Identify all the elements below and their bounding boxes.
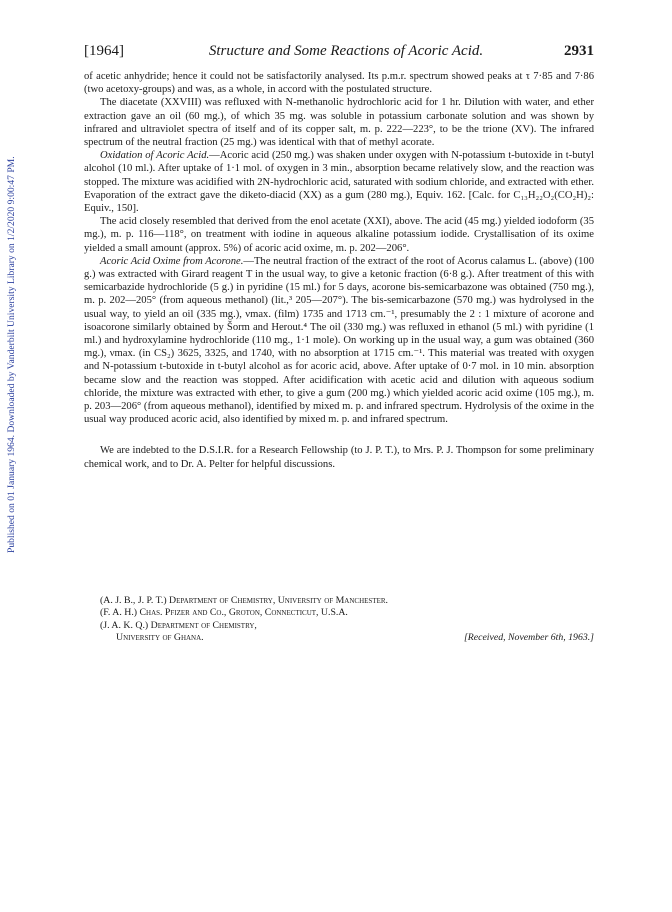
running-header <box>84 43 594 65</box>
paragraph-oxime <box>84 255 594 427</box>
header-year: [1964] <box>84 43 124 59</box>
address-manchester: (A. J. B., J. P. T.) Department of Chemistry, University of Manchester. <box>100 595 388 606</box>
oxime-heading: Acoric Acid Oxime from Acorone. <box>100 255 244 267</box>
paragraph-continuation: of acetic anhydride; hence it could not be satisfactorily analysed. Its p.m.r. spectrum showed peaks at τ 7·85 and 7·86 (two acetoxy-groups) and was, as a whole, in accord with the postulated structure. <box>84 71 594 96</box>
download-watermark: Published on 01 January 1964. Downloaded by Vanderbilt University Library on 1/2/2020 9:00:47 PM. <box>6 156 17 554</box>
author-addresses <box>100 595 594 644</box>
paragraph-iodoform: The acid closely resembled that derived from the enol acetate (XXI), above. The acid (45 mg.) yielded iodoform (35 mg.), m. p. 116—118°, on treatment with iodine in aqueous alkaline potassium iodide. Crystallisation of its oxime yielded a small amount (approx. 5%) of acoric acid oxime, m. p. 202—206°. <box>84 216 594 254</box>
acknowledgements: We are indebted to the D.S.I.R. for a Research Fellowship (to J. P. T.), to Mrs. P. J. Thompson for some preliminary chemical work, and to Dr. A. Pelter for helpful discussions. <box>84 445 594 470</box>
paragraph-diacetate: The diacetate (XXVIII) was refluxed with N-methanolic hydrochloric acid for 1 hr. Dilution with water, and ether extraction gave an oil (60 mg.), of which 35 mg. was soluble in potassium carbonate solution and was shown by infrared and ultraviolet spectra of itself and of its copper salt, m. p. 222—223°, to be the trione (XV). The infrared spectrum of the neutral fraction (25 mg.) was identical with that of methyl acorate. <box>84 97 594 149</box>
address-pfizer: (F. A. H.) Chas. Pfizer and Co., Groton, Connecticut, U.S.A. <box>100 607 348 619</box>
oxidation-text: —Acoric acid (250 mg.) was shaken under oxygen with N-potassium t-butoxide in t-butyl alcohol (10 ml.). After uptake of 1·1 mol. of oxygen in 3 min., absorption became relatively slow, and the reaction was stopped. The mixture was acidified with 2N-hydrochloric acid, saturated with sodium chloride, and extracted with ether. Evaporation of the extract gave the diketo-diacid (XX) as a gum (280 mg.), Equiv. 162. [Calc. for C₁₃H₂₂O₂(CO₂H)₂: Equiv., 150]. <box>84 150 594 215</box>
address-ghana-university: University of Ghana. <box>116 631 204 643</box>
oxime-text: —The neutral fraction of the extract of the root of Acorus calamus L. (above) (100 g.) was extracted with Girard reagent T in the usual way, to give a ketonic fraction (6·8 g.). After treatment of this with semicarbazide hydrochloride (5 g.) in pyridine (15 ml.) for 5 days, acorone bis-semicarbazone was obtained (750 mg.), m. p. 202—205° (from aqueous methanol) (lit.,³ 205—207°). The bis-semicarbazone (570 mg.) was hydrolysed in the usual way, to yield an oil (335 mg.), νmax. (film) 1735 and 1713 cm.⁻¹, presumably the 2 : 1 mixture of acorone and isoacorone similarly obtained by Šorm and Herout.⁴ The oil (330 mg.) was refluxed in ethanol (5 ml.) with pyridine (1 ml.) and hydroxylamine hydrochloride (110 mg., 1·1 mole). On working up in the usual way, a gum was obtained (360 mg.), νmax. (in CS₂) 3625, 3325, and 1740, with no absorption at 1715 cm.⁻¹. This material was treated with oxygen and N-potassium t-butoxide in t-butyl alcohol as for acoric acid, above. After uptake of 0·7 mol. in 10 min. absorption became slow and the reaction was stopped. After acidification with acetic acid and dilution with aqueous sodium chloride, the mixture was extracted with ether, to give a gum (200 mg.) which yielded acoric acid oxime (105 mg.), m. p. 203—206° (from aqueous methanol), identified by mixed m. p. and infrared spectrum. Hydrolysis of the oxime in the usual way produced acoric acid, also identified by mixed m. p. and infrared spectrum. <box>84 255 594 426</box>
page-number: 2931 <box>564 43 594 59</box>
header-title: Structure and Some Reactions of Acoric Acid. <box>208 43 484 59</box>
received-date: [Received, November 6th, 1963.] <box>463 631 594 643</box>
address-ghana: (J. A. K. Q.) Department of Chemistry, <box>100 619 257 631</box>
paragraph-oxidation <box>84 149 594 215</box>
article-body <box>84 70 594 471</box>
oxidation-heading: Oxidation of Acoric Acid. <box>100 150 210 162</box>
